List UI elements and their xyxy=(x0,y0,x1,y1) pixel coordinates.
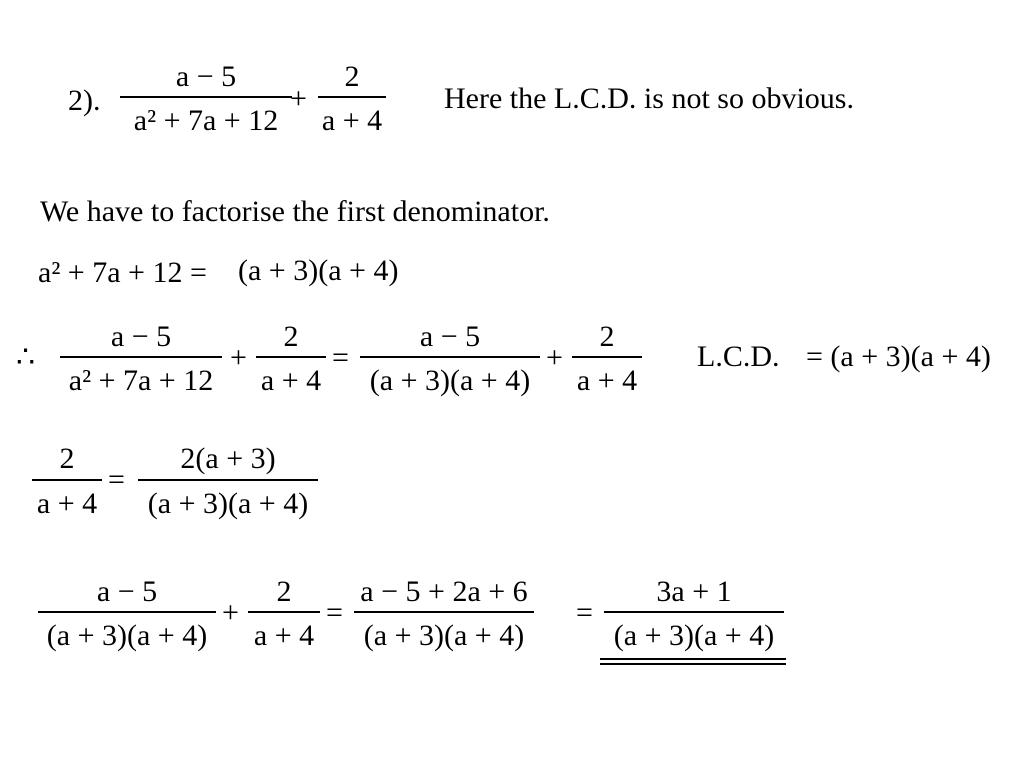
fraction-6-denominator: a + 4 xyxy=(576,364,638,397)
fraction-12 xyxy=(604,577,784,653)
fraction-9-bar xyxy=(38,611,216,613)
fraction-10-denominator: a + 4 xyxy=(253,619,315,652)
equals-sign: = xyxy=(332,341,349,374)
fraction-3-denominator: a² + 7a + 12 xyxy=(68,364,214,397)
fraction-4 xyxy=(256,322,326,398)
fraction-11 xyxy=(354,577,534,653)
equals-sign: = xyxy=(576,596,593,629)
plus-sign: + xyxy=(222,596,239,629)
fraction-6 xyxy=(572,322,642,398)
fraction-9-numerator: a − 5 xyxy=(96,575,158,608)
fraction-5-numerator: a − 5 xyxy=(419,320,481,353)
fraction-7-denominator: a + 4 xyxy=(36,487,98,520)
fraction-1-denominator: a² + 7a + 12 xyxy=(133,104,279,137)
fraction-5 xyxy=(360,322,540,398)
fraction-1 xyxy=(120,62,292,138)
fraction-3-numerator: a − 5 xyxy=(110,320,172,353)
fraction-3 xyxy=(60,322,222,398)
fraction-7-numerator: 2 xyxy=(59,442,75,475)
fraction-2-bar xyxy=(318,96,386,98)
fraction-2-denominator: a + 4 xyxy=(321,104,383,137)
fraction-8 xyxy=(138,444,318,520)
fraction-12-denominator: (a + 3)(a + 4) xyxy=(613,619,775,652)
fraction-5-bar xyxy=(360,356,540,358)
fraction-2-numerator: 2 xyxy=(344,60,360,93)
equals-sign: = xyxy=(326,596,343,629)
answer-underline-2 xyxy=(600,663,786,665)
fraction-8-numerator: 2(a + 3) xyxy=(180,442,276,475)
fraction-4-denominator: a + 4 xyxy=(260,364,322,397)
fraction-5-denominator: (a + 3)(a + 4) xyxy=(369,364,531,397)
factorisation-rhs: (a + 3)(a + 4) xyxy=(238,254,399,287)
fraction-4-bar xyxy=(256,356,326,358)
note-text: Here the L.C.D. is not so obvious. xyxy=(444,82,854,115)
fraction-7 xyxy=(32,444,102,520)
fraction-1-bar xyxy=(120,96,292,98)
plus-sign: + xyxy=(546,341,563,374)
equals-sign: = xyxy=(108,463,125,496)
fraction-9 xyxy=(38,577,216,653)
fraction-3-bar xyxy=(60,356,222,358)
fraction-11-numerator: a − 5 + 2a + 6 xyxy=(360,575,528,608)
therefore-symbol: ∴ xyxy=(16,341,36,374)
fraction-8-bar xyxy=(138,479,318,481)
fraction-9-denominator: (a + 3)(a + 4) xyxy=(46,619,208,652)
item-label: 2). xyxy=(68,84,101,117)
fraction-11-denominator: (a + 3)(a + 4) xyxy=(363,619,525,652)
fraction-10 xyxy=(248,577,320,653)
fraction-6-bar xyxy=(572,356,642,358)
answer-underline-1 xyxy=(600,658,786,660)
fraction-12-bar xyxy=(604,611,784,613)
fraction-2 xyxy=(318,62,386,138)
lcd-value: = (a + 3)(a + 4) xyxy=(806,340,991,373)
plus-sign: + xyxy=(230,341,247,374)
fraction-6-numerator: 2 xyxy=(599,320,615,353)
fraction-11-bar xyxy=(354,611,534,613)
fraction-4-numerator: 2 xyxy=(283,320,299,353)
fraction-12-numerator: 3a + 1 xyxy=(656,575,732,608)
fraction-10-numerator: 2 xyxy=(276,575,292,608)
fraction-7-bar xyxy=(32,479,102,481)
lcd-label: L.C.D. xyxy=(697,340,780,373)
instruction-text: We have to factorise the first denominator. xyxy=(40,195,550,228)
fraction-1-numerator: a − 5 xyxy=(175,60,237,93)
plus-sign: + xyxy=(290,82,307,115)
fraction-8-denominator: (a + 3)(a + 4) xyxy=(147,487,309,520)
factorisation-lhs: a² + 7a + 12 = xyxy=(38,256,207,289)
fraction-10-bar xyxy=(248,611,320,613)
